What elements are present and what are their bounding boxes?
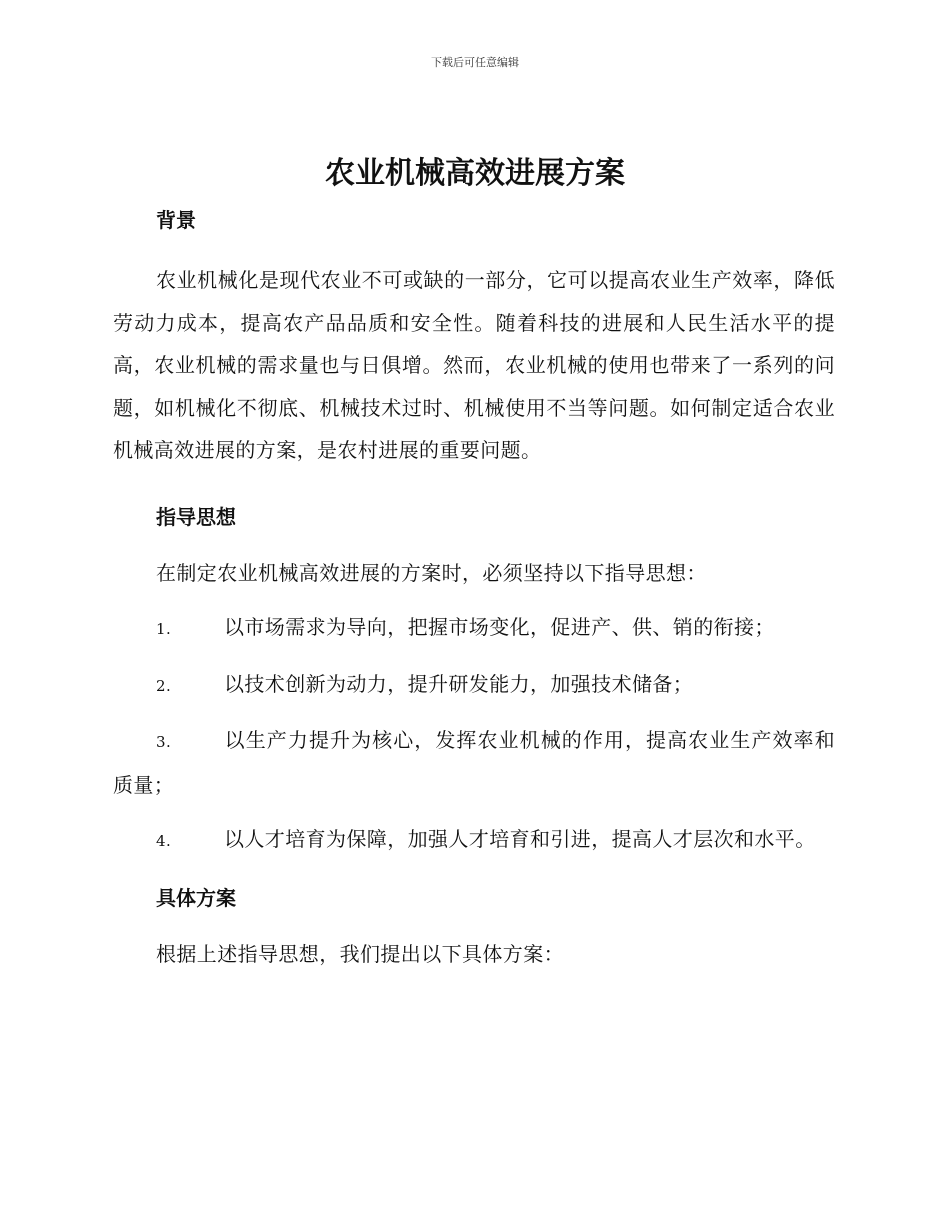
document-body bbox=[113, 203, 835, 975]
list-item bbox=[113, 606, 835, 651]
list-number: 4. bbox=[156, 832, 172, 850]
background-paragraph: 农业机械化是现代农业不可或缺的一部分，它可以提高农业生产效率，降低劳动力成本，提高农产品品质和安全性。随着科技的进展和人民生活水平的提高，农业机械的需求量也与日俱增。然而，农业机械的使用也带来了一系列的问题，如机械化不彻底、机械技术过时、机械使用不当等问题。如何制定适合农业机械高效进展的方案，是农村进展的重要问题。 bbox=[113, 268, 835, 462]
list-text: 以市场需求为导向，把握市场变化，促进产、供、销的衔接； bbox=[224, 615, 775, 639]
document-title: 农业机械高效进展方案 bbox=[325, 156, 625, 191]
list-item bbox=[113, 663, 835, 708]
guiding-intro: 在制定农业机械高效进展的方案时，必须坚持以下指导思想： bbox=[156, 560, 707, 585]
section-heading-background: 背景 bbox=[156, 208, 196, 232]
list-item bbox=[113, 818, 835, 863]
list-text: 以人才培育为保障，加强人才培育和引进，提高人才层次和水平。 bbox=[224, 827, 816, 851]
list-number: 1. bbox=[156, 620, 172, 638]
list-item bbox=[113, 719, 835, 806]
section-heading-plan: 具体方案 bbox=[156, 885, 236, 910]
list-number: 3. bbox=[156, 733, 172, 751]
list-number: 2. bbox=[156, 676, 172, 695]
section-heading-guiding: 指导思想 bbox=[156, 504, 236, 529]
list-text: 以技术创新为动力，提升研发能力，加强技术储备； bbox=[224, 671, 694, 696]
header-note: 下载后可任意编辑 bbox=[431, 56, 519, 69]
list-text: 以生产力提升为核心，发挥农业机械的作用，提高农业生产效率和质量； bbox=[113, 728, 835, 797]
plan-intro: 根据上述指导思想，我们提出以下具体方案： bbox=[156, 941, 564, 966]
